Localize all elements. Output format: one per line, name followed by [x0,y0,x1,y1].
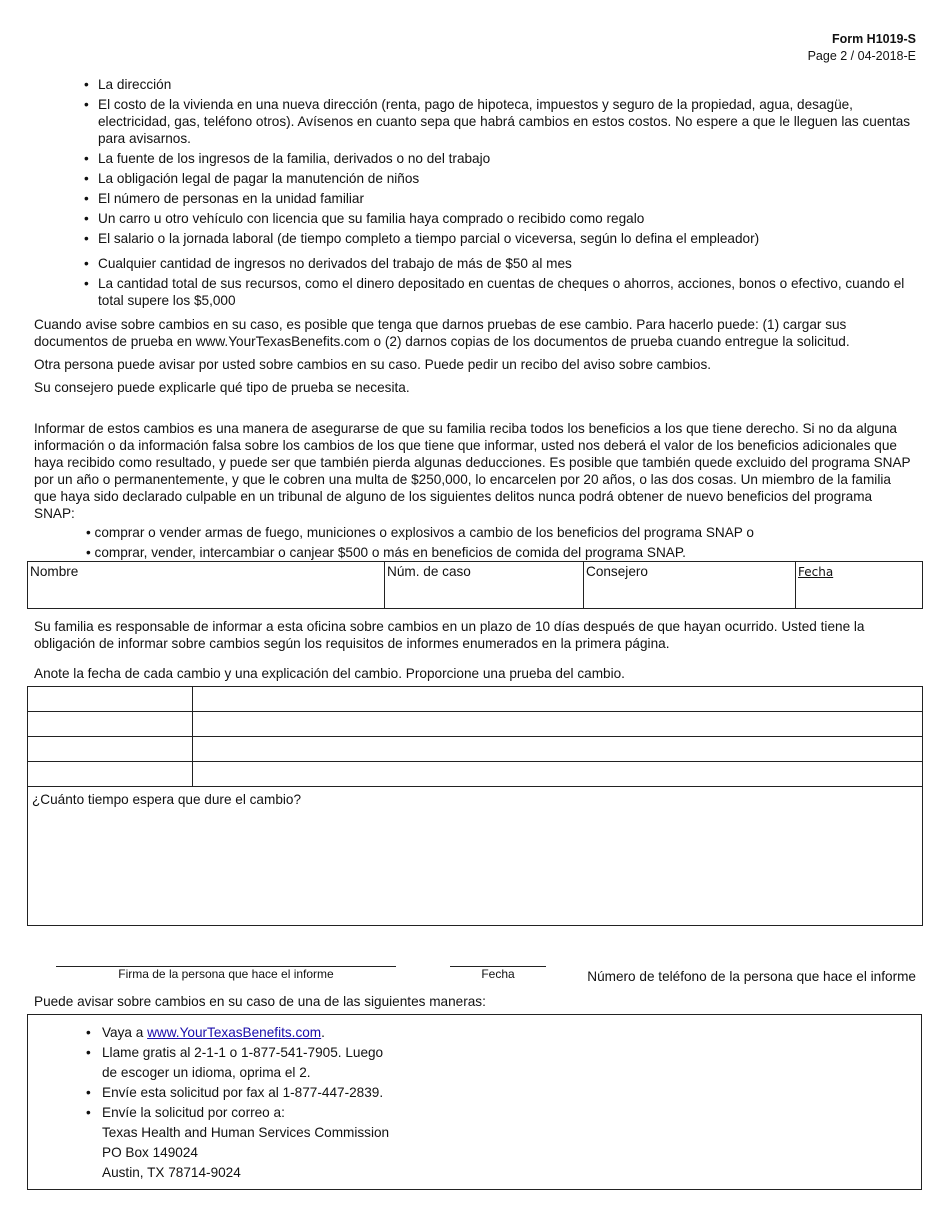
crime-item: • comprar o vender armas de fuego, municiones o explosivos a cambio de los beneficios del programa SNAP o [86,525,754,540]
change-explanation-cell[interactable] [193,762,923,787]
table-row [28,787,923,926]
list-item: • El costo de la vivienda en una nueva dirección (renta, pago de hipoteca, impuestos y seguro de la propiedad, agua, desagüe, electricidad, gas, teléfono otros). Avísenos en cuanto sepa que habrá cambios en estos costos. No espere a que le lleguen las cuentas para avisarnos. [84,96,919,147]
counselor-label: Consejero [586,564,648,579]
web-prefix: Vaya a [102,1025,148,1040]
case-number-field[interactable] [385,562,584,609]
counselor-field[interactable] [584,562,796,609]
responsibility-paragraph: Su familia es responsable de informar a esta oficina sobre cambios en un plazo de 10 días después de que hayan ocurrido. Usted tiene la obligación de informar sobre cambios según los requisitos de informes enumerados en la primera página. [34,619,865,651]
date-field[interactable] [796,562,923,609]
address-line: Austin, TX 78714-9024 [102,1165,241,1180]
table-row [28,737,923,762]
note-dates-paragraph: Anote la fecha de cada cambio y una explicación del cambio. Proporcione una prueba del cambio. [34,666,625,681]
signature-date-label: Fecha [481,967,515,981]
proof-paragraph: Cuando avise sobre cambios en su caso, es posible que tenga que darnos pruebas de ese cambio. Para hacerlo puede: (1) cargar sus documentos de prueba en www.YourTexasBenefits.com o (2) darnos copias de los documentos de prueba cuando entregue la solicitud. [34,317,850,349]
date-label: Fecha [798,565,834,579]
list-item: • Cualquier cantidad de ingresos no derivados del trabajo de más de $50 al mes [84,255,919,272]
duration-label: ¿Cuánto tiempo espera que dure el cambio? [32,792,302,807]
list-item: de escoger un idioma, oprima el 2. [102,1065,311,1080]
signature-label: Firma de la persona que hace el informe [118,967,334,981]
list-item: • Llame gratis al 2-1-1 o 1-877-541-7905. Luego [86,1043,389,1063]
penalty-paragraph: Informar de estos cambios es una manera de asegurarse de que su familia reciba todos los beneficios a los que tiene derecho. Si no da alguna información o da información falsa sobre los cambios de los que tiene que informar, usted nos deberá el valor de los beneficios adicionales que haya recibido como resultado, y puede ser que también pierda algunas deducciones. Es posible que también quede excluido del programa SNAP por un año o permanentemente, y que le cobren una multa de $250,000, lo encarcelen por 20 años, o las dos cosas. Un miembro de la familia que haya sido declarado culpable en un tribunal de alguno de los siguientes delitos nunca podrá obtener de nuevo beneficios del programa SNAP: [34,421,911,521]
list-item: • La cantidad total de sus recursos, como el dinero depositado en cuentas de cheques o ahorros, acciones, bonos o efectivo, cuando el total supere los $5,000 [84,275,919,309]
list-item: • Un carro u otro vehículo con licencia que su familia haya comprado o recibido como regalo [84,210,919,227]
duration-field[interactable] [28,787,923,926]
table-row [28,712,923,737]
other-person-paragraph: Otra persona puede avisar por usted sobre cambios en su caso. Puede pedir un recibo del aviso sobre cambios. [34,357,712,372]
case-info-table [27,561,923,609]
table-row [28,687,923,712]
form-id: Form H1019-S [831,32,916,46]
list-item: • La fuente de los ingresos de la familia, derivados o no del trabajo [84,150,919,167]
list-item: • El número de personas en la unidad familiar [84,190,919,207]
website-link[interactable]: www.YourTexasBenefits.com [147,1025,322,1040]
contact-box [27,1014,922,1190]
change-explanation-cell[interactable] [193,687,923,712]
change-date-cell[interactable] [28,737,193,762]
counselor-paragraph: Su consejero puede explicarle qué tipo de prueba se necesita. [34,380,410,395]
web-suffix: . [321,1025,325,1040]
list-item: • La dirección [84,76,919,93]
list-item [86,1023,389,1043]
list-item: • Envíe esta solicitud por fax al 1-877-447-2839. [86,1083,389,1103]
page-info: Page 2 / 04-2018-E [807,49,916,63]
change-date-cell[interactable] [28,687,193,712]
contact-list [86,1023,389,1183]
name-label: Nombre [30,564,79,579]
phone-label: Número de teléfono de la persona que hace el informe [587,969,916,984]
changes-table [27,686,923,926]
crime-item: • comprar, vender, intercambiar o canjear $500 o más en beneficios de comida del programa SNAP. [86,545,686,560]
changes-list [84,76,919,312]
list-item: • El salario o la jornada laboral (de tiempo completo a tiempo parcial o viceversa, según lo defina el empleador) [84,230,919,247]
name-field[interactable] [28,562,385,609]
change-explanation-cell[interactable] [193,737,923,762]
change-explanation-cell[interactable] [193,712,923,737]
table-row [28,762,923,787]
address-line: Texas Health and Human Services Commission [102,1125,390,1140]
change-date-cell[interactable] [28,762,193,787]
list-item: • La obligación legal de pagar la manutención de niños [84,170,919,187]
how-to-paragraph: Puede avisar sobre cambios en su caso de una de las siguientes maneras: [34,994,486,1009]
change-date-cell[interactable] [28,712,193,737]
address-line: PO Box 149024 [102,1145,198,1160]
case-number-label: Núm. de caso [387,564,471,579]
list-item: • Envíe la solicitud por correo a: [86,1103,389,1123]
